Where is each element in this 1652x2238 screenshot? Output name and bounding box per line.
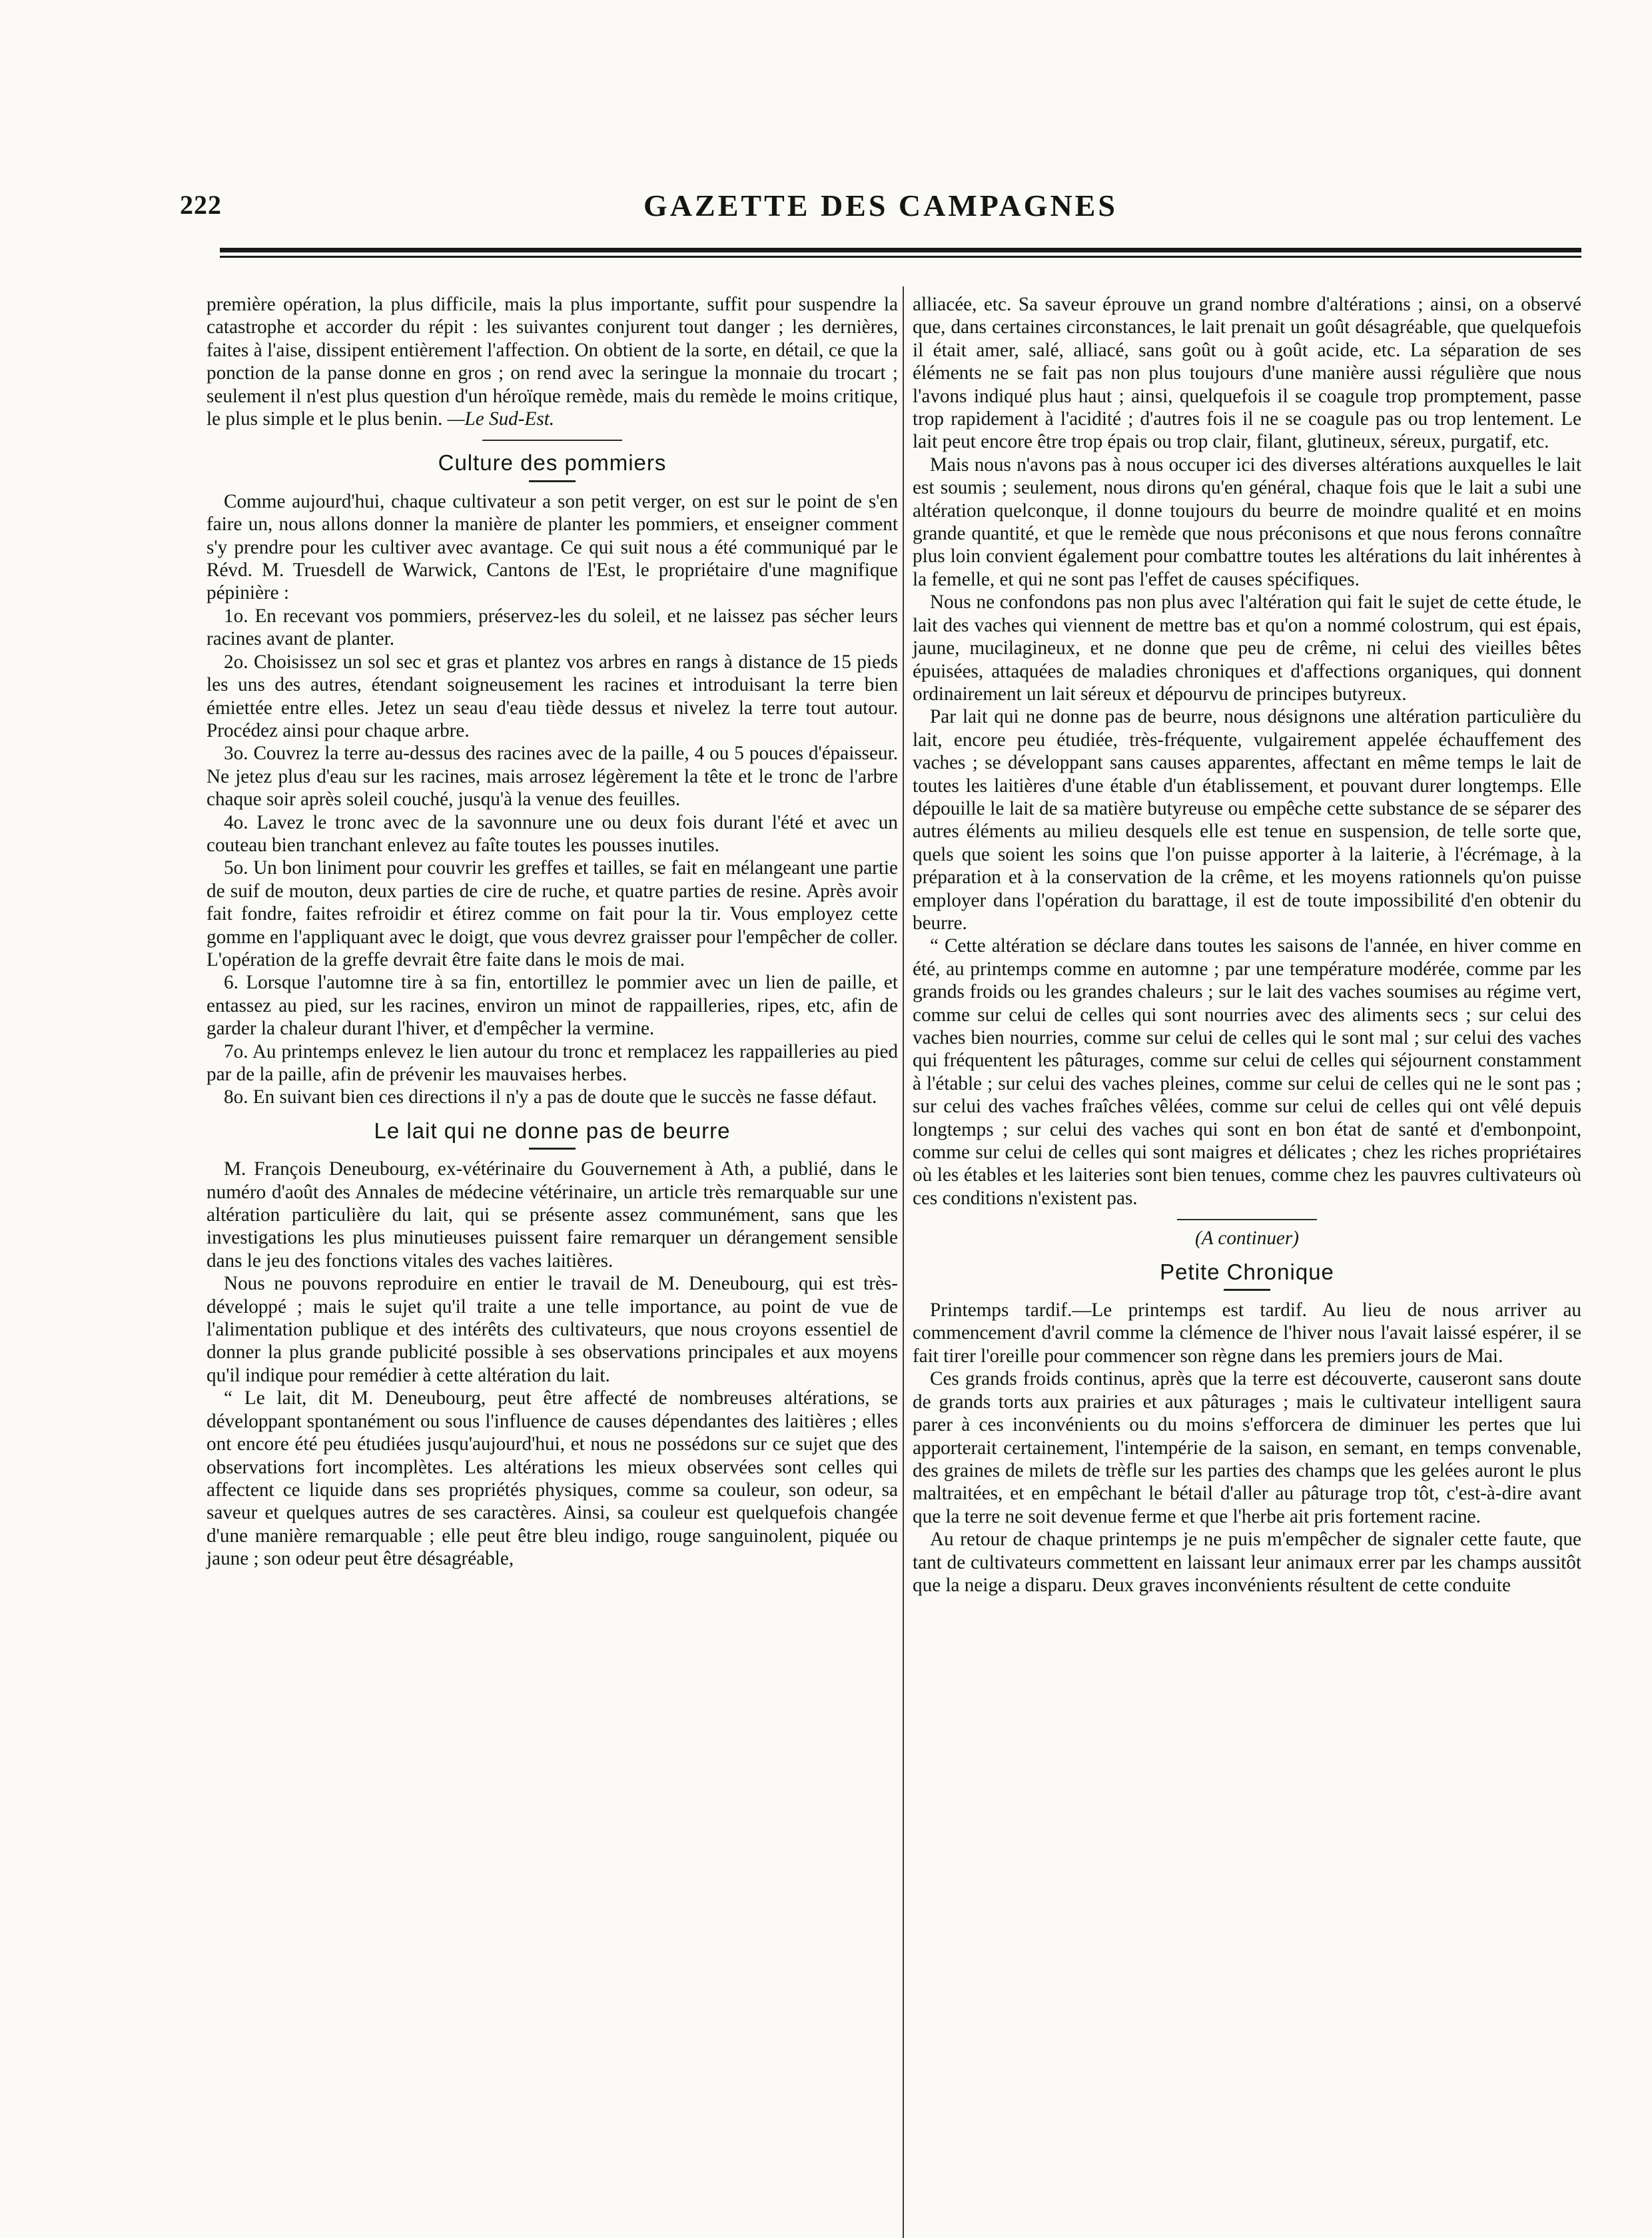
lait-continued-paragraph: Par lait qui ne donne pas de beurre, nous désignons une altération particulière du lait, encore peu étudiée, très-fréquente, vulgairement appelée échauffement des vaches ; se développant sans causes apparentes, affectant en même temps le lait de toutes les laitières d'une étable d'un établissement, et pouvant durer longtemps. Elle dépouille le lait de sa matière butyreuse ou empêche cette substance de se séparer des autres éléments au milieu desquels elle est tenue en suspension, de telle sorte que, quels que soient les soins que l'on puisse apporter à la laiterie, à l'écrémage, à la préparation et à la conservation de la crême, et les moyens rationnels qu'on puisse employer dans l'opération du barattage, il est de toute impossibilité d'en obtenir du beurre.	[913, 706, 1581, 934]
right-column	[913, 293, 1581, 1597]
pommiers-item: 1o. En recevant vos pommiers, préservez-les du soleil, et ne laissez pas sécher leurs racines avant de planter.	[206, 605, 898, 650]
section-separator	[1177, 1219, 1317, 1220]
article-title-pommiers: Culture des pommiers	[206, 452, 898, 482]
continuation-text: première opération, la plus difficile, mais la plus importante, suffit pour suspendre la catastrophe et accorder du répit : les suivantes conjurent tout danger ; les dernières, faites à l'aise, dissipent entièrement l'affection. On obtient de la sorte, en détail, ce que la ponction de la panse donne en gros ; on rend avec la seringue la monnaie du trocart ; seulement il n'est plus question d'un héroïque remède, mais du remède le moins critique, le plus simple et le plus benin.	[206, 294, 898, 430]
lait-continued-paragraph: Mais nous n'avons pas à nous occuper ici des diverses altérations auxquelles le lait est soumis ; seulement, nous dirons qu'en général, chaque fois que le lait a subi une altération quelconque, il donne toujours du beurre de moindre qualité et en moins grande quantité, et que le remède que nous préconisons et que nous ferons connaître plus loin convient également pour combattre toutes les altérations du lait inhérentes à la femelle, et qui ne sont pas l'effet de causes spécifiques.	[913, 454, 1581, 590]
lait-continued-paragraph: alliacée, etc. Sa saveur éprouve un grand nombre d'altérations ; ainsi, on a observé que, dans certaines circonstances, le lait prenait un goût désagréable, que quelquefois il était amer, salé, alliacé, sans goût ou à goût acide, etc. La séparation de ses éléments ne se fait pas non plus toujours d'une manière aussi régulière que nous l'avons indiqué plus haut ; ainsi, quelquefois il se coagule trop promptement, passe trop rapidement à l'acidité ; d'autres fois il ne se coagule pas ou trop lentement. Le lait peut encore être trop épais ou trop clair, filant, glutineux, séreux, purgatif, etc.	[913, 294, 1581, 453]
lait-paragraph: M. François Deneubourg, ex-vétérinaire du Gouvernement à Ath, a publié, dans le numéro d'août des Annales de médecine vétérinaire, un article très remarquable sur une altération particulière du lait, qui se présente assez communément, sans que les investigations les plus minutieuses puissent faire remarquer un dérangement sensible dans le jeu des fonctions vitales des vaches laitières.	[206, 1158, 898, 1272]
source-credit: —Le Sud-Est.	[447, 408, 555, 430]
left-column	[206, 293, 898, 1571]
pommiers-item: 8o. En suivant bien ces directions il n'y a pas de doute que le succès ne fasse défaut.	[224, 1086, 877, 1108]
pommiers-item: 4o. Lavez le tronc avec de la savonnure une ou deux fois durant l'été et avec un couteau bien tranchant enlevez au faîte toutes les pousses inutiles.	[206, 811, 898, 856]
pommiers-item: 5o. Un bon liniment pour couvrir les greffes et tailles, se fait en mélangeant une partie de suif de mouton, deux parties de cire de ruche, et quatre parties de resine. Après avoir fait fondre, faites refroidir et étirez comme on fait pour la tir. Vous employez cette gomme en l'appliquant avec le doigt, que vous devrez graisser pour l'empêcher de coller. L'opération de la greffe devrait être faite dans le mois de mai.	[206, 857, 898, 970]
article-title-chronique: Petite Chronique	[913, 1261, 1581, 1291]
header-rule-thin	[220, 256, 1581, 258]
lait-continued-paragraph: Nous ne confondons pas non plus avec l'altération qui fait le sujet de cette étude, le lait des vaches qui viennent de mettre bas et qu'on a nommé colostrum, qui est épais, jaune, mucilagineux, et ne donne que peu de crême, ni celui des vieilles bêtes épuisées, attaquées de maladies chroniques et d'affections organiques, qui donnent ordinairement un lait séreux et dépourvu de principes butyreux.	[913, 591, 1581, 705]
pommiers-item: 3o. Couvrez la terre au-dessus des racines avec de la paille, 4 ou 5 pouces d'épaisseur. Ne jetez plus d'eau sur les racines, mais arrosez légèrement la tête et le tronc de l'arbre chaque soir après soleil couché, jusqu'à la venue des feuilles.	[206, 743, 898, 811]
lait-paragraph: “ Le lait, dit M. Deneubourg, peut être affecté de nombreuses altérations, se développant spontanément ou sous l'influence de causes dépendantes des laitières ; elles ont encore été peu étudiées jusqu'aujourd'hui, et nous ne possédons sur ce sujet que des observations fort incomplètes. Les altérations les mieux observées sont celles qui affectent ce liquide dans ses propriétés physiques, comme sa couleur, son odeur, sa saveur et quelques autres de ses caractères. Ainsi, sa couleur est quelquefois changée d'une manière remarquable ; elle peut être bleu indigo, rouge sanguinolent, piquée ou jaune ; son odeur peut être désagréable,	[206, 1387, 898, 1570]
lait-continued-paragraph: “ Cette altération se déclare dans toutes les saisons de l'année, en hiver comme en été, au printemps comme en automne ; par une température modérée, comme par les grands froids ou les grandes chaleurs ; sur le lait des vaches soumises au régime vert, comme sur celui de celles qui sont nourries avec des aliments secs ; sur celui des vaches bien nourries, comme sur celui de celles qui le sont mal ; sur celui des vaches qui fréquentent les pâturages, comme sur celui de celles qui séjournent constamment à l'étable ; sur celui des vaches pleines, comme sur celui de celles qui ne le sont pas ; sur celui des vaches fraîches vêlées, comme sur celui de celles qui ont vêlé depuis longtemps ; sur celui des vaches qui sont en bon état de santé et d'embonpoint, comme sur celui de celles qui sont maigres et délicates ; chez les riches propriétaires où les étables et les laiteries sont bien tenues, comme chez les pauvres cultivateurs où ces conditions n'existent pas.	[913, 935, 1581, 1209]
to-be-continued-note	[913, 1227, 1581, 1250]
lait-paragraph: Nous ne pouvons reproduire en entier le travail de M. Deneubourg, qui est très-développé ; mais le sujet qu'il traite a une telle importance, au point de vue de l'alimentation publique et des intérêts des cultivateurs, que nous croyons essentiel de donner la plus grande publicité possible à ses observations principales et aux moyens qu'il indique pour remédier à cette altération du lait.	[206, 1273, 898, 1386]
page-title: GAZETTE DES CAMPAGNES	[643, 188, 1118, 222]
section-separator	[482, 440, 622, 441]
pommiers-item: 6. Lorsque l'automne tire à sa fin, entortillez le pommier avec un lien de paille, et entassez au pied, sur les racines, environ un minot de rappailleries, ripes, etc, afin de garder la chaleur durant l'hiver, et d'empêcher la vermine.	[206, 972, 898, 1040]
to-be-continued-text: (A continuer)	[1195, 1228, 1299, 1250]
article-title-lait: Le lait qui ne donne pas de beurre	[206, 1120, 898, 1150]
article-continuation	[206, 293, 898, 430]
column-divider	[903, 286, 904, 2238]
chronique-paragraph: Ces grands froids continus, après que la terre est découverte, causeront sans doute de grands torts aux prairies et aux pâturages ; mais le cultivateur intelligent saura parer à ces inconvénients ou du moins s'efforcera de diminuer les pertes que lui apporterait certainement, l'intempérie de la saison, en semant, en temps convenable, des graines de milets de trèfle sur les parties des champs que les gelées auront le plus maltraitées, et en empêchant le bétail d'aller au pâturage trop tôt, c'est-à-dire avant que la terre ne soit devenue ferme et que l'herbe ait pris fortement racine.	[913, 1368, 1581, 1527]
page-number: 222	[180, 190, 222, 220]
pommiers-item: 7o. Au printemps enlevez le lien autour du tronc et remplacez les rappailleries au pied par de la paille, afin de prévenir les mauvaises herbes.	[206, 1040, 898, 1085]
chronique-paragraph: Printemps tardif.—Le printemps est tardif. Au lieu de nous arriver au commencement d'avril comme la clémence de l'hiver nous l'avait laissé espérer, il se fait tirer l'oreille pour commencer son règne dans les premiers jours de Mai.	[913, 1300, 1581, 1367]
header-rule-thick	[220, 248, 1581, 252]
chronique-paragraph: Au retour de chaque printemps je ne puis m'empêcher de signaler cette faute, que tant de cultivateurs commettent en laissant leur animaux errer par les champs aussitôt que la neige a disparu. Deux graves inconvénients résultent de cette conduite	[913, 1529, 1581, 1596]
pommiers-intro: Comme aujourd'hui, chaque cultivateur a son petit verger, on est sur le point de s'en faire un, nous allons donner la manière de planter les pommiers, et enseigner comment s'y prendre pour les cultiver avec avantage. Ce qui suit nous a été communiqué par le Révd. M. Truesdell de Warwick, Cantons de l'Est, le propriétaire d'une magnifique pépinière :	[206, 490, 898, 604]
pommiers-item: 2o. Choisissez un sol sec et gras et plantez vos arbres en rangs à distance de 15 pieds les uns des autres, étendant soigneusement les racines et introduisant la terre bien émiettée entre elles. Jetez un seau d'eau tiède dessus et nivelez la terre tout autour. Procédez ainsi pour chaque arbre.	[206, 651, 898, 741]
page-header	[180, 185, 1581, 225]
